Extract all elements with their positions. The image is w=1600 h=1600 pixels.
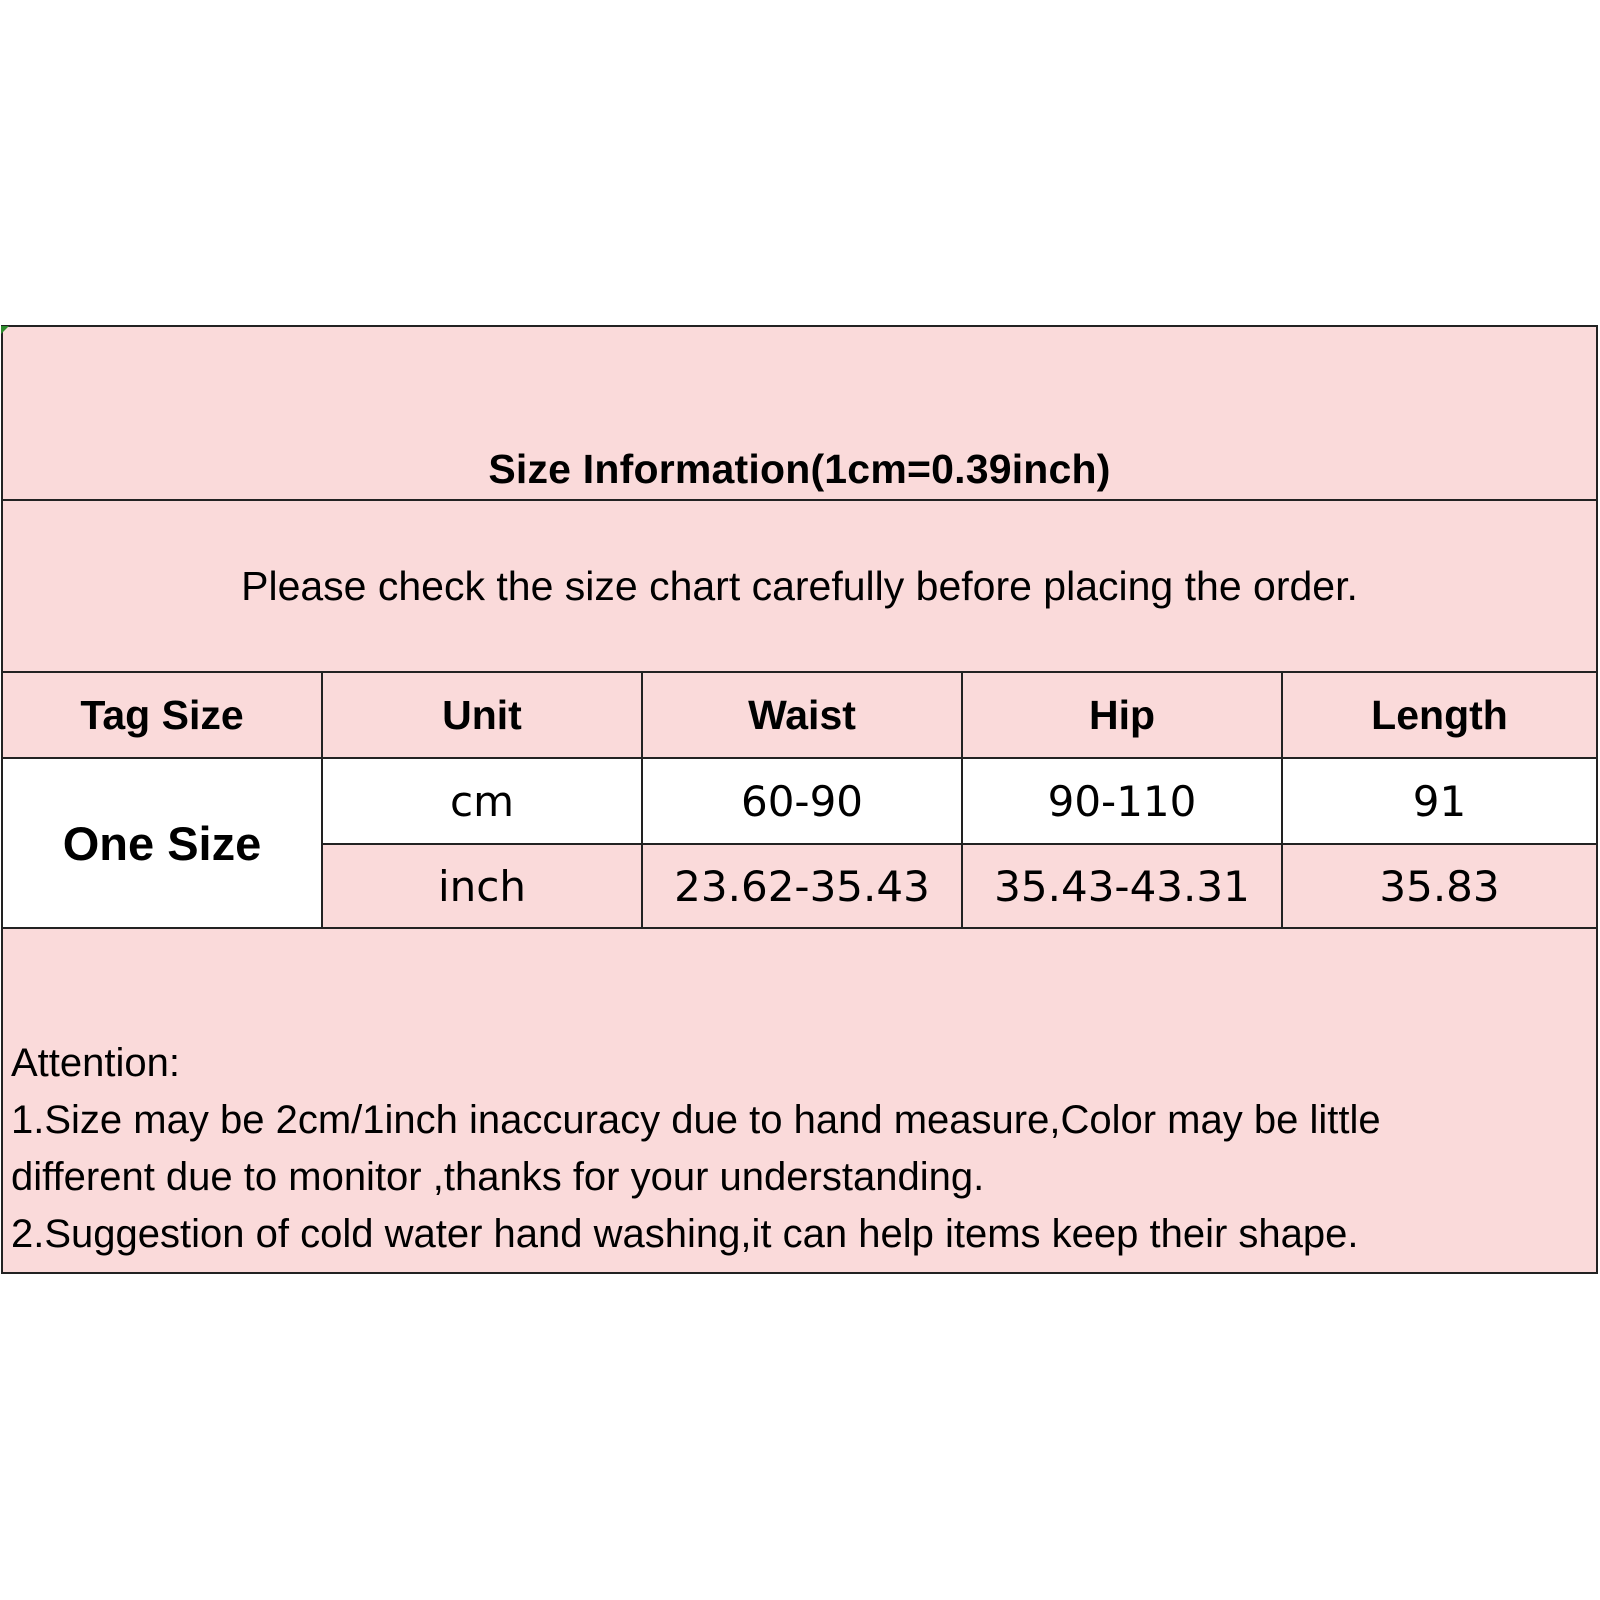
attention-line: different due to monitor ,thanks for your understanding. [11,1155,985,1199]
unit-cell: cm [323,759,643,845]
column-header-length: Length [1283,673,1596,759]
column-header-waist: Waist [643,673,963,759]
attention-line: 2.Suggestion of cold water hand washing,it can help items keep their shape. [11,1212,1359,1256]
hip-cell: 35.43-43.31 [963,845,1283,929]
unit-cell: inch [323,845,643,929]
note-row [3,501,1596,673]
length-cell: 91 [1283,759,1596,845]
cell-marker-icon [1,326,9,334]
waist-cell: 23.62-35.43 [643,845,963,929]
attention-line: 1.Size may be 2cm/1inch inaccuracy due to hand measure,Color may be little [11,1098,1381,1142]
size-chart [1,325,1598,1274]
column-header-tag-size: Tag Size [3,673,323,759]
waist-cell: 60-90 [643,759,963,845]
attention-heading: Attention: [11,1041,181,1085]
column-header-unit: Unit [323,673,643,759]
hip-cell: 90-110 [963,759,1283,845]
column-header-hip: Hip [963,673,1283,759]
attention-notes [11,1035,1576,1263]
length-cell: 35.83 [1283,845,1596,929]
tag-size-cell: One Size [3,759,323,929]
order-note: Please check the size chart carefully before placing the order. [241,563,1358,609]
size-table [3,673,1596,929]
title-row [3,327,1596,501]
page-title: Size Information(1cm=0.39inch) [488,446,1111,492]
